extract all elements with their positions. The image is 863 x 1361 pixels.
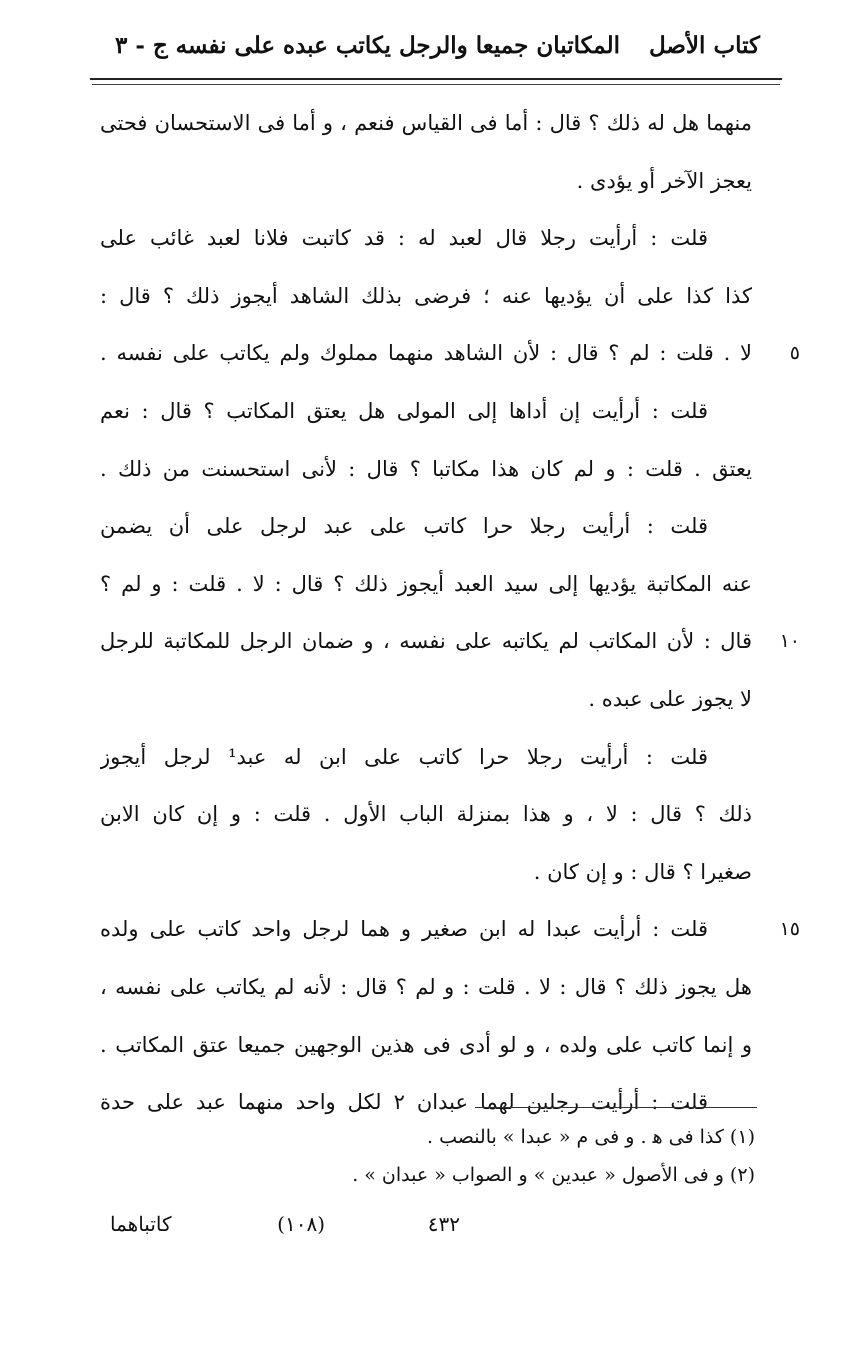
footnote-rule <box>475 1107 757 1108</box>
signature-mark: (١٠٨) <box>277 1212 325 1236</box>
text-line: يعجز الآخر أو يؤدى . <box>576 168 752 193</box>
chapter-title: المكاتبان جميعا والرجل يكاتب عبده على نفسه <box>175 32 620 59</box>
text-line: قلت : أرأيت إن أداها إلى المولى هل يعتق المكاتب ؟ قال : نعم <box>100 398 708 423</box>
line-number-10: ١٠ <box>779 630 800 652</box>
page-number: ٤٣٢ <box>427 1212 460 1236</box>
text-line: عنه المكاتبة يؤديها إلى سيد العبد أيجوز ذلك ؟ قال : لا . قلت : و لم ؟ <box>100 571 752 596</box>
footnote-1: (١) كذا فى ﻫ . و فى م « عبدا » بالنصب . <box>426 1126 755 1148</box>
header-rule <box>90 78 782 80</box>
text-line: صغيرا ؟ قال : و إن كان . <box>533 859 752 884</box>
text-line: كذا كذا على أن يؤديها عنه ؛ فرضى بذلك الشاهد أيجوز ذلك ؟ قال : <box>100 283 752 308</box>
text-line: منهما هل له ذلك ؟ قال : أما فى القياس فنعم ، و أما فى الاستحسان فحتى <box>100 111 752 135</box>
footnotes <box>300 1118 755 1194</box>
text-line: و إنما كاتب على ولده ، و لو أدى فى هذين الوجهين جميعا عتق المكاتب . <box>100 1032 752 1057</box>
main-text <box>100 95 752 1132</box>
text-line: ذلك ؟ قال : لا ، و هذا بمنزلة الباب الأول . قلت : و إن كان الابن <box>100 802 752 827</box>
footnote-2: (٢) و فى الأصول « عبدين » و الصواب « عبدان » . <box>352 1164 755 1186</box>
text-line: لا . قلت : لم ؟ قال : لأن الشاهد منهما مملوك ولم يكاتب على نفسه . <box>100 341 752 366</box>
line-number-15: ١٥ <box>779 918 800 940</box>
text-line: قلت : أرأيت رجلين لهما عبدان ٢ لكل واحد منهما عبد على حدة <box>100 1090 708 1115</box>
page-footer <box>110 1212 760 1248</box>
header-rule-thin <box>92 84 780 85</box>
text-line: قلت : أرأيت رجلا حرا كاتب على عبد لرجل على أن يضمن <box>100 514 708 539</box>
text-line: يعتق . قلت : و لم كان هذا مكاتبا ؟ قال : لأنى استحسنت من ذلك . <box>100 456 752 481</box>
text-line: لا يجوز على عبده . <box>588 686 752 711</box>
text-line: هل يجوز ذلك ؟ قال : لا . قلت : و لم ؟ قال : لأنه لم يكاتب على نفسه ، <box>100 974 752 999</box>
text-line: قلت : أرأيت عبدا له ابن صغير و هما لرجل واحد كاتب على ولده <box>100 917 708 942</box>
line-number-5: ٥ <box>789 342 800 364</box>
catchword: كاتباهما <box>110 1212 172 1236</box>
text-line: قلت : أرأيت رجلا حرا كاتب على ابن له عبد¹ لرجل أيجوز <box>100 744 708 769</box>
running-header <box>95 22 760 70</box>
book-title: كتاب الأصل <box>648 32 760 59</box>
text-line: قال : لأن المكاتب لم يكاتبه على نفسه ، و ضمان الرجل للمكاتبة للرجل <box>100 629 752 654</box>
text-line: قلت : أرأيت رجلا قال لعبد له : قد كاتبت فلانا لعبد غائب على <box>100 226 708 251</box>
volume-number: ج - ٣ <box>115 32 168 59</box>
